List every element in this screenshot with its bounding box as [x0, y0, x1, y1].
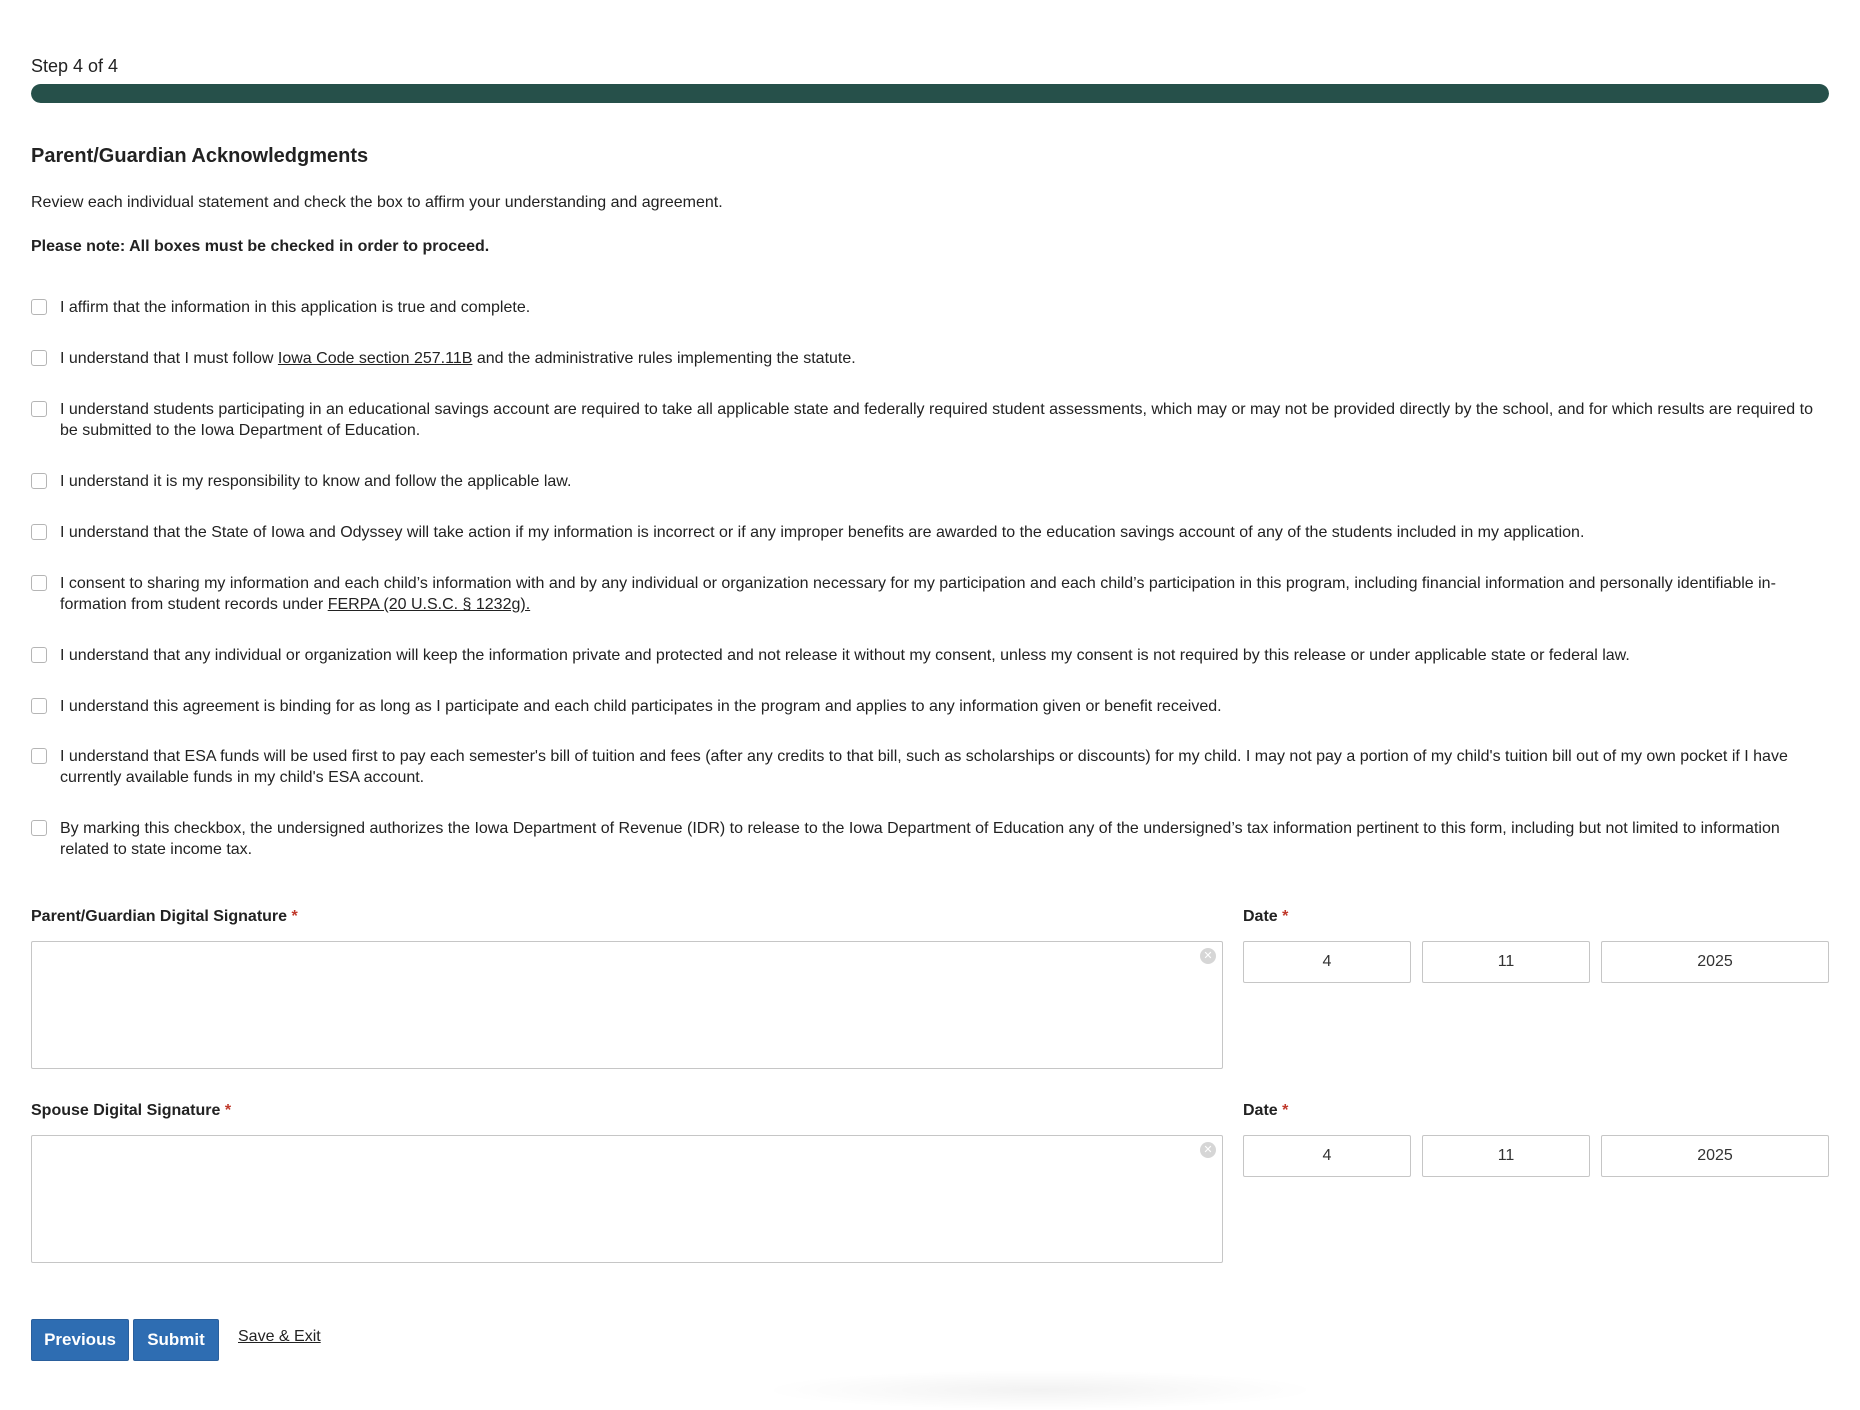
acknowledgment-item[interactable]	[31, 522, 1829, 543]
acknowledgment-item[interactable]	[31, 696, 1829, 717]
submit-button[interactable]: Submit	[133, 1319, 219, 1361]
acknowledgment-checkbox[interactable]	[31, 748, 47, 764]
acknowledgment-text: I understand students participating in an educational savings account are required to take all applicable state and federally required student assessments, which may or may not be provided directly by the school, and for which results are required to be submitted to the Iowa Department of Education.	[60, 401, 1813, 439]
bottom-shadow	[760, 1370, 1320, 1410]
parent-signature-label: Parent/Guardian Digital Signature *	[31, 908, 298, 925]
acknowledgment-item[interactable]	[31, 573, 1829, 615]
required-asterisk: *	[291, 908, 298, 925]
section-title: Parent/Guardian Acknowledgments	[31, 145, 369, 167]
parent-date-month-input[interactable]	[1243, 941, 1411, 983]
acknowledgment-checkbox[interactable]	[31, 401, 47, 417]
clear-signature-icon[interactable]: ✕	[1200, 948, 1216, 964]
required-asterisk: *	[224, 1102, 232, 1119]
acknowledgment-text: I understand that ESA funds will be used first to pay each semester's bill of tuition and fees (after any credits to that bill, such as scholarships or discounts) for my child. I may not pay a portion of my child's tuition bill out of my own pocket if I have currently available funds in my child's ESA account.	[60, 748, 1788, 786]
spouse-date-month-input[interactable]	[1243, 1135, 1411, 1177]
ferpa-link[interactable]: FERPA (20 U.S.C. § 1232g).	[327, 596, 531, 613]
acknowledgment-text: I understand it is my responsibility to know and follow the applicable law.	[60, 473, 572, 490]
acknowledgment-text: I understand that I must follow Iowa Code section 257.11B and the administrative rules implementing the statute.	[60, 350, 856, 367]
spouse-signature-label: Spouse Digital Signature *	[31, 1102, 232, 1119]
spouse-date-year-input[interactable]	[1601, 1135, 1829, 1177]
acknowledgment-checkbox[interactable]	[31, 820, 47, 836]
parent-signature-pad[interactable]	[31, 941, 1223, 1069]
clear-signature-icon[interactable]: ✕	[1200, 1142, 1216, 1158]
acknowledgment-item[interactable]	[31, 818, 1829, 860]
spouse-date-label: Date *	[1243, 1102, 1289, 1119]
acknowledgment-text: I consent to sharing my information and each child’s information with and by any individual or organization necessary for my participation and each child’s participation in this program, including financial information and personally identifiable information from student records under FERPA (20 U.S.C. § 1232g).	[60, 575, 1776, 613]
step-indicator: Step 4 of 4	[31, 56, 119, 76]
acknowledgment-item[interactable]	[31, 399, 1829, 441]
acknowledgment-checkbox[interactable]	[31, 473, 47, 489]
required-asterisk: *	[1282, 1102, 1289, 1119]
parent-date-year-input[interactable]	[1601, 941, 1829, 983]
acknowledgment-item[interactable]	[31, 471, 1829, 492]
section-intro: Review each individual statement and check the box to affirm your understanding and agreement.	[31, 194, 723, 211]
iowa-code-link[interactable]: Iowa Code section 257.11B	[277, 350, 473, 367]
acknowledgment-item[interactable]	[31, 746, 1829, 788]
parent-date-label: Date *	[1243, 908, 1289, 925]
acknowledgment-text: I understand that any individual or organization will keep the information private and protected and not release it without my consent, unless my consent is not required by this release or under applicable state or federal law.	[60, 647, 1630, 664]
progress-bar	[31, 84, 1829, 103]
acknowledgment-checkbox[interactable]	[31, 698, 47, 714]
acknowledgment-checkbox[interactable]	[31, 299, 47, 315]
acknowledgment-item[interactable]	[31, 645, 1829, 666]
acknowledgment-text: By marking this checkbox, the undersigned authorizes the Iowa Department of Revenue (IDR) to release to the Iowa Department of Education any of the undersigned’s tax information pertinent to this form, including but not limited to information related to state income tax.	[60, 820, 1780, 858]
acknowledgment-item[interactable]	[31, 348, 1829, 369]
spouse-signature-pad[interactable]	[31, 1135, 1223, 1263]
spouse-date-day-input[interactable]	[1422, 1135, 1590, 1177]
acknowledgment-text: I understand that the State of Iowa and Odyssey will take action if my information is incorrect or if any improper benefits are awarded to the education savings account of any of the students included in my application.	[60, 524, 1585, 541]
acknowledgment-checkbox[interactable]	[31, 575, 47, 591]
parent-date-day-input[interactable]	[1422, 941, 1590, 983]
acknowledgment-checkbox[interactable]	[31, 524, 47, 540]
acknowledgment-checkbox[interactable]	[31, 647, 47, 663]
previous-button[interactable]: Previous	[31, 1319, 129, 1361]
progress-bar-fill	[31, 84, 1829, 103]
acknowledgment-checkbox[interactable]	[31, 350, 47, 366]
acknowledgment-item[interactable]	[31, 297, 1829, 318]
section-note: Please note: All boxes must be checked in order to proceed.	[31, 238, 490, 255]
save-and-exit-link[interactable]: Save & Exit	[238, 1328, 321, 1345]
acknowledgment-text: I understand this agreement is binding for as long as I participate and each child participates in the program and applies to any information given or benefit received.	[60, 698, 1222, 715]
acknowledgment-text: I affirm that the information in this application is true and complete.	[60, 299, 531, 316]
required-asterisk: *	[1282, 908, 1289, 925]
